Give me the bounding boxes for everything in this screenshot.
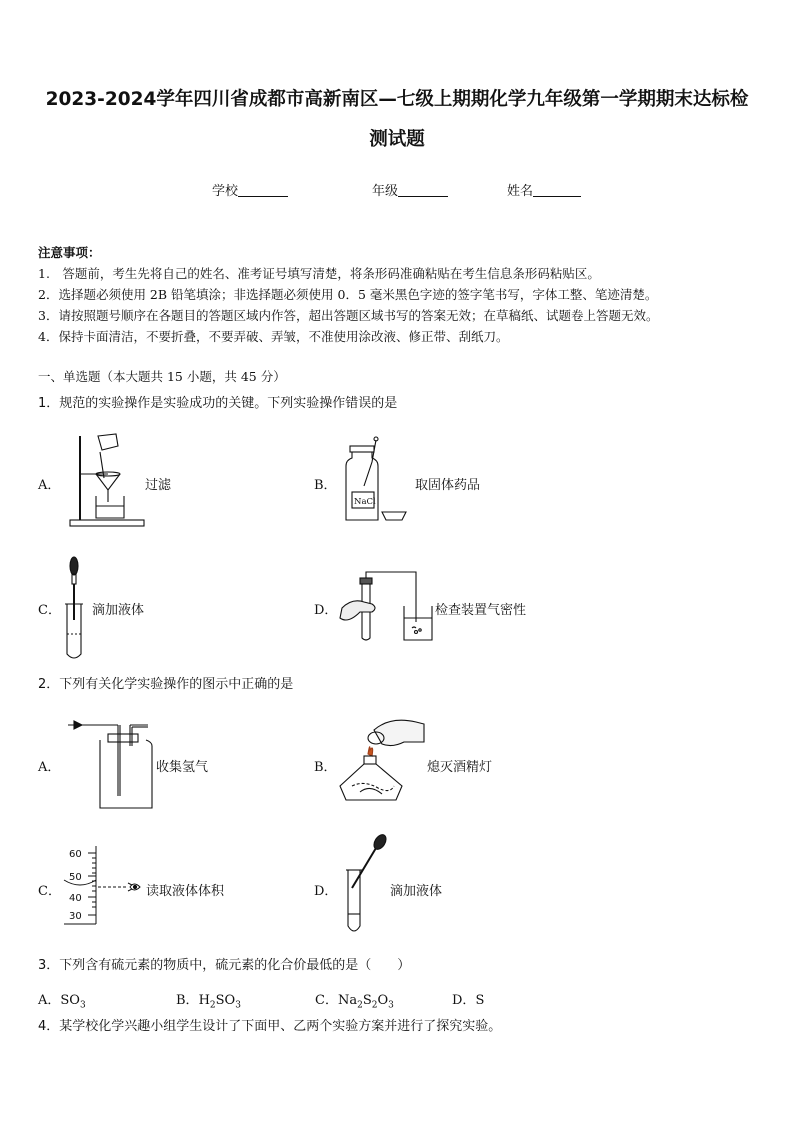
q1-option-b-caption: 取固体药品 (415, 478, 481, 493)
q2-option-a-caption: 收集氢气 (156, 760, 209, 775)
grade-label: 年级 (372, 184, 399, 199)
notes-heading: 注意事项： (38, 245, 101, 260)
q1-option-b-letter[interactable]: B． (314, 478, 337, 493)
name-label: 姓名 (507, 184, 534, 199)
q3-choice-a[interactable]: A．$SO_3$ (38, 993, 86, 1011)
q2-option-a-letter[interactable]: A． (38, 760, 61, 775)
q2-option-c-caption: 读取液体体积 (146, 884, 225, 899)
q1-option-c-caption: 滴加液体 (92, 603, 145, 618)
tilted-dropper-illustration (342, 834, 390, 938)
note-item-4: 4．保持卡面清洁，不要折叠，不要弄破、弄皱，不准使用涂改液、修正带、刮纸刀。 (38, 329, 509, 344)
q2-option-c-letter[interactable]: C． (38, 884, 61, 899)
note-item-1: 1. 答题前，考生先将自己的姓名、准考证号填写清楚，将条形码准确粘贴在考生信息条形码粘贴区。 (38, 266, 600, 281)
gas-collection-bottle-illustration (68, 716, 152, 810)
q1-stem: 1．规范的实验操作是实验成功的关键。下列实验操作错误的是 (38, 396, 398, 411)
q3-choice-b[interactable]: B．$H_2SO_3$ (176, 993, 241, 1011)
exam-title-line1: 2023-2024学年四川省成都市高新南区—七级上期期化学九年级第一学期期末达标检 (45, 89, 749, 110)
scale-tick-label: 50 (69, 872, 82, 883)
graduated-cylinder-illustration (64, 844, 150, 926)
scale-tick-label: 30 (69, 911, 82, 922)
q1-option-d-letter[interactable]: D． (314, 603, 338, 618)
q3-stem: 3．下列含有硫元素的物质中，硫元素的化合价最低的是（ ） (38, 958, 411, 973)
q3-choice-c[interactable]: C．$Na_2S_2O_3$ (315, 993, 394, 1011)
filtration-illustration (68, 432, 148, 530)
q2-option-d-caption: 滴加液体 (390, 884, 443, 899)
q1-option-c-letter[interactable]: C． (38, 603, 61, 618)
q4-stem: 4．某学校化学兴趣小组学生设计了下面甲、乙两个实验方案并进行了探究实验。 (38, 1019, 502, 1034)
scale-tick-label: 60 (69, 849, 82, 860)
exam-title-line2: 测试题 (369, 129, 425, 150)
q1-option-d-caption: 检查装置气密性 (435, 603, 527, 618)
grade-blank[interactable] (398, 184, 448, 197)
q1-option-a-caption: 过滤 (145, 478, 172, 493)
q2-option-b-letter[interactable]: B． (314, 760, 337, 775)
name-field[interactable] (507, 180, 581, 199)
note-item-3: 3．请按照题号顺序在各题目的答题区域内作答，超出答题区域书写的答案无效；在草稿纸、试题卷上答题无效。 (38, 308, 659, 323)
q2-stem: 2．下列有关化学实验操作的图示中正确的是 (38, 677, 294, 692)
name-blank[interactable] (533, 184, 581, 197)
note-item-2: 2．选择题必须使用 2B 铅笔填涂；非选择题必须使用 0．5 毫米黑色字迹的签字笔书写，字体工整、笔迹清楚。 (38, 287, 658, 302)
alcohol-lamp-illustration (334, 712, 426, 810)
q2-option-d-letter[interactable]: D． (314, 884, 338, 899)
school-label: 学校 (212, 184, 239, 199)
grade-field[interactable] (372, 180, 448, 199)
section1-heading: 一、单选题（本大题共 15 小题，共 45 分） (38, 369, 286, 384)
airtightness-check-illustration (338, 568, 438, 642)
q1-option-a-letter[interactable]: A． (38, 478, 61, 493)
nacl-bottle-label: NaCl (354, 497, 376, 507)
solid-reagent-bottle-illustration (342, 436, 412, 528)
q3-choice-d[interactable]: D．S (452, 993, 485, 1008)
scale-tick-label: 40 (69, 893, 82, 904)
q2-option-b-caption: 熄灭酒精灯 (427, 760, 493, 775)
school-field[interactable] (212, 180, 288, 199)
school-blank[interactable] (238, 184, 288, 197)
dropper-tube-illustration (60, 556, 90, 664)
